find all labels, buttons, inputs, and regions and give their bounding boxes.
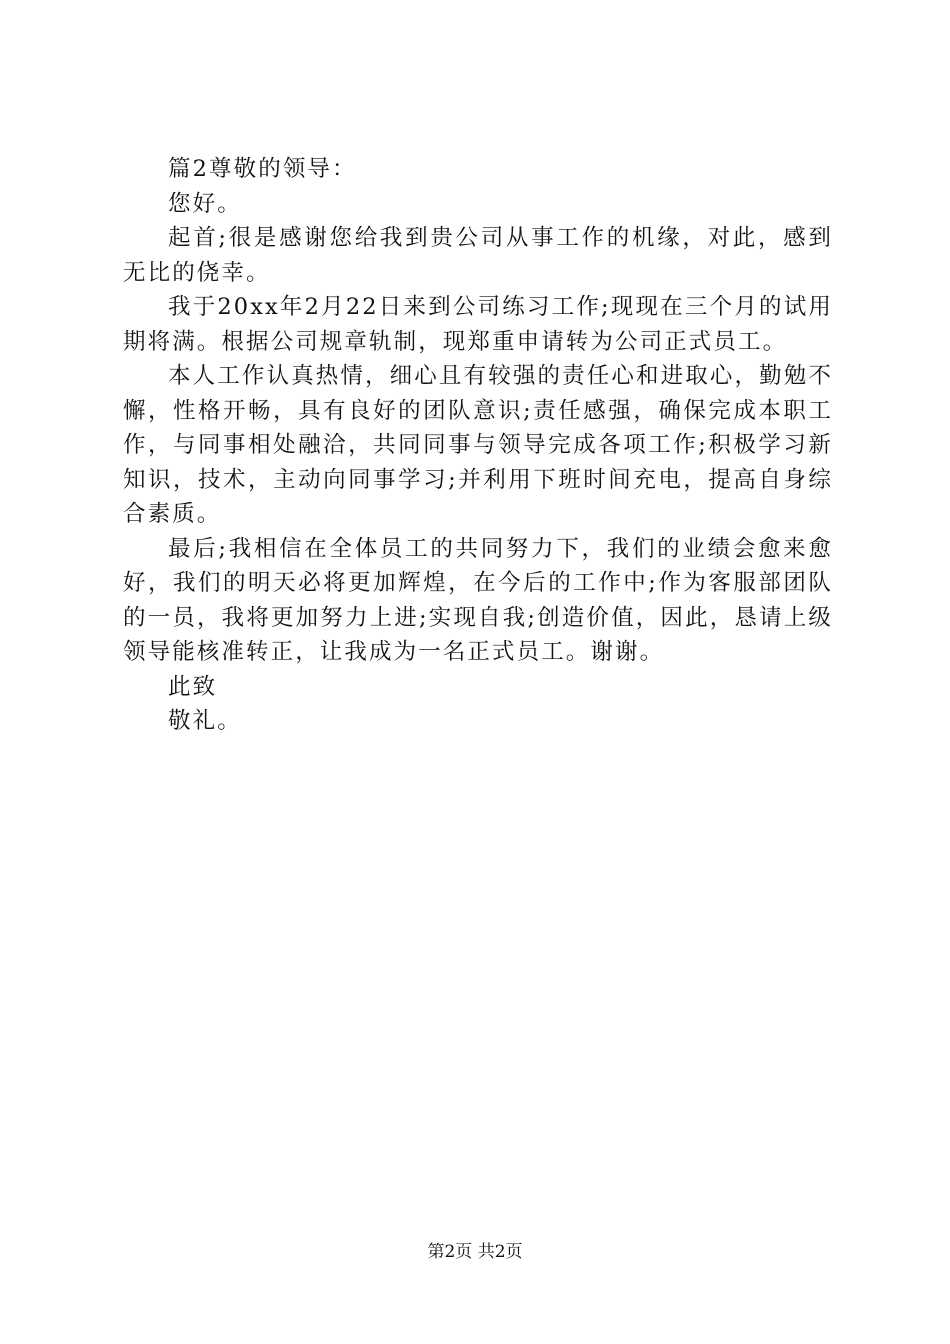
closing-regards: 敬礼。	[168, 708, 242, 734]
body-paragraph: 本人工作认真热情，细心且有较强的责任心和进取心，勤勉不懈，性格开畅，具有良好的团队意识;责任感强，确保完成本职工作，与同事相处融洽，共同同事与领导完成各项工作;积极学习新知识，技术，主动向同事学习;并利用下班时间充电，提高自身综合素质。	[123, 363, 833, 527]
salutation: 您好。	[168, 190, 242, 217]
body-paragraph: 最后;我相信在全体员工的共同努力下，我们的业绩会愈来愈好，我们的明天必将更加辉煌，在今后的工作中;作为客服部团队的一员，我将更加努力上进;实现自我;创造价值，因此，恳请上级领导能核准转正，让我成为一名正式员工。谢谢。	[123, 535, 833, 665]
page-number-footer: 第2页 共2页	[427, 1242, 523, 1262]
body-paragraph: 起首;很是感谢您给我到贵公司从事工作的机缘，对此，感到无比的侥幸。	[123, 225, 833, 286]
closing-line: 此致	[168, 673, 218, 700]
body-paragraph: 我于20xx年2月22日来到公司练习工作;现现在三个月的试用期将满。根据公司规章轨制，现郑重申请转为公司正式员工。	[123, 294, 833, 355]
document-body	[123, 152, 833, 739]
greeting-line: 篇2尊敬的领导：	[168, 156, 357, 182]
